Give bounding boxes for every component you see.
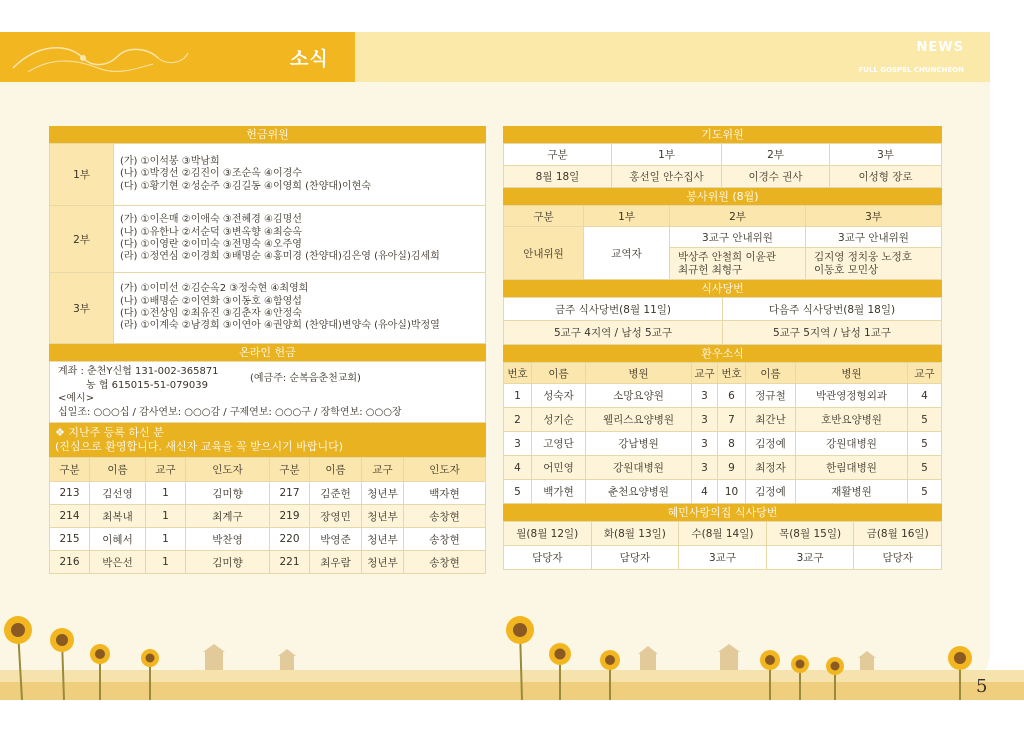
column-header: 2부 [722, 144, 830, 166]
table-cell: 2 [504, 408, 532, 432]
column-header: 구분 [504, 144, 612, 166]
offering-committee-table [49, 143, 486, 344]
table-cell: 이혜서 [90, 528, 146, 551]
newcomers-table [49, 457, 486, 574]
member-lines [114, 206, 486, 273]
column-header: 이름 [90, 458, 146, 482]
column-header: 교구 [362, 458, 404, 482]
table-cell: 백가현 [532, 480, 586, 504]
column-header: 1부 [584, 206, 670, 227]
member-line: (가) ①이은매 ②이애숙 ③전혜경 ④김명선 [120, 214, 302, 226]
page-title: 소식 [290, 48, 329, 70]
table-cell: 성기순 [532, 408, 586, 432]
table-cell: 강남병원 [586, 432, 692, 456]
service-label: 3부 [50, 273, 114, 344]
column-header: 병원 [586, 363, 692, 384]
table-cell: 3교구 [679, 546, 767, 570]
table-cell: 박영준 [310, 528, 362, 551]
member-lines [114, 273, 486, 344]
table-cell: 5 [504, 480, 532, 504]
table-row [50, 144, 486, 206]
column-header: 3부 [806, 206, 942, 227]
column-header: 구분 [270, 458, 310, 482]
meal-duty-table [503, 297, 942, 345]
sunflower-illustration [0, 600, 1024, 700]
column-header: 인도자 [404, 458, 486, 482]
news-label: NEWS [916, 40, 964, 55]
name-line: 박상주 안철희 이윤관 [678, 250, 776, 263]
table-row [504, 546, 942, 570]
table-cell: 웰리스요양병원 [586, 408, 692, 432]
table-header-row [504, 298, 942, 321]
table-cell: 청년부 [362, 551, 404, 574]
newcomers-title-box [49, 423, 486, 457]
table-cell: 담당자 [854, 546, 942, 570]
table-cell: 213 [50, 482, 90, 505]
table-cell: 교역자 [584, 227, 670, 280]
table-row [504, 432, 942, 456]
table-header-row [50, 458, 486, 482]
table-row [504, 408, 942, 432]
name-line: 최규헌 최형구 [678, 263, 743, 276]
meal-duty-title: 식사당번 [503, 280, 942, 297]
table-cell: 청년부 [362, 482, 404, 505]
table-cell: 3교구 [766, 546, 854, 570]
table-cell: 5 [908, 432, 942, 456]
table-cell: 1 [146, 551, 186, 574]
table-cell: 최정자 [746, 456, 796, 480]
column-header: 번호 [718, 363, 746, 384]
service-committee-table [503, 205, 942, 280]
table-cell: 3교구 안내위원 [670, 227, 806, 248]
table-cell: 3 [692, 456, 718, 480]
table-cell: 5 [908, 456, 942, 480]
prayer-committee-table [503, 143, 942, 188]
column-header: 교구 [692, 363, 718, 384]
table-cell: 김선영 [90, 482, 146, 505]
table-cell: 5교구 4지역 / 남성 5교구 [504, 321, 723, 345]
header-band [355, 32, 990, 82]
account-holder: (예금주: 순복음춘천교회) [250, 373, 361, 384]
table-cell: 최간난 [746, 408, 796, 432]
table-row [50, 528, 486, 551]
table-cell: 1 [146, 505, 186, 528]
table-cell: 담당자 [591, 546, 679, 570]
column-header: 월(8월 12일) [504, 522, 592, 546]
account-line: 계좌 : 춘천Y신협 131-002-365871 [58, 366, 219, 377]
table-cell: 김미향 [186, 551, 270, 574]
column-header: 구분 [50, 458, 90, 482]
service-committee-title: 봉사위원 (8월) [503, 188, 942, 205]
table-cell [670, 248, 806, 280]
table-cell: 장영민 [310, 505, 362, 528]
table-cell: 최복내 [90, 505, 146, 528]
table-row [50, 482, 486, 505]
table-row [504, 321, 942, 345]
column-header: 다음주 식사당번(8월 18일) [723, 298, 942, 321]
table-cell: 1 [504, 384, 532, 408]
table-cell: 백자현 [404, 482, 486, 505]
column-header: 병원 [796, 363, 908, 384]
table-cell: 5교구 5지역 / 남성 1교구 [723, 321, 942, 345]
table-cell: 1 [146, 528, 186, 551]
table-cell: 215 [50, 528, 90, 551]
table-cell: 3 [692, 384, 718, 408]
patients-title: 환우소식 [503, 345, 942, 362]
table-cell: 김정예 [746, 432, 796, 456]
table-cell: 김정예 [746, 480, 796, 504]
table-cell: 정규철 [746, 384, 796, 408]
table-cell: 5 [908, 408, 942, 432]
table-row [504, 227, 942, 248]
table-cell: 박은선 [90, 551, 146, 574]
church-name: FULL GOSPEL CHUNCHEON [858, 66, 964, 74]
table-header-row [504, 144, 942, 166]
hyemin-table [503, 521, 942, 570]
column-header: 금주 식사당번(8월 11일) [504, 298, 723, 321]
column-header: 이름 [532, 363, 586, 384]
table-cell: 박찬영 [186, 528, 270, 551]
table-cell: 6 [718, 384, 746, 408]
column-header: 이름 [746, 363, 796, 384]
column-header: 인도자 [186, 458, 270, 482]
table-cell: 담당자 [504, 546, 592, 570]
table-cell: 춘천요양병원 [586, 480, 692, 504]
column-header: 1부 [612, 144, 722, 166]
table-cell: 송창현 [404, 528, 486, 551]
newcomers-title: ❖ 지난주 등록 하신 분 [55, 426, 164, 439]
member-line: (나) ①박경선 ②김진이 ③조순옥 ④이경수 [120, 168, 302, 180]
table-row [50, 505, 486, 528]
table-cell: 4 [908, 384, 942, 408]
table-row [504, 480, 942, 504]
table-cell: 청년부 [362, 505, 404, 528]
table-cell: 강원대병원 [586, 456, 692, 480]
table-cell: 성숙자 [532, 384, 586, 408]
member-line: (다) ①전상임 ②최유진 ③김춘자 ④안정숙 [120, 308, 302, 319]
table-cell: 강원대병원 [796, 432, 908, 456]
table-header-row [504, 363, 942, 384]
column-header: 번호 [504, 363, 532, 384]
table-cell: 1 [146, 482, 186, 505]
table-cell: 최우람 [310, 551, 362, 574]
table-cell: 호반요양병원 [796, 408, 908, 432]
column-header: 교구 [146, 458, 186, 482]
online-offering-title: 온라인 헌금 [49, 344, 486, 361]
table-row [504, 456, 942, 480]
table-cell: 박관영정형외과 [796, 384, 908, 408]
page-number: 5 [976, 676, 988, 697]
table-row [50, 206, 486, 273]
table-cell [806, 248, 942, 280]
table-cell: 송창현 [404, 551, 486, 574]
patients-table [503, 362, 942, 504]
table-cell: 220 [270, 528, 310, 551]
member-line: (가) ①이미선 ②김순옥2 ③정숙현 ④최영희 [120, 283, 309, 295]
member-line: (나) ①배명순 ②이연화 ③이동호 ④함영섭 [120, 295, 302, 307]
newcomers-subtitle: (진심으로 환영합니다. 새신자 교육을 꼭 받으시기 바랍니다) [55, 440, 344, 453]
table-cell: 3교구 안내위원 [806, 227, 942, 248]
table-cell: 9 [718, 456, 746, 480]
usher-label: 안내위원 [504, 227, 584, 280]
service-label: 1부 [50, 144, 114, 206]
table-cell: 홍선일 안수집사 [612, 166, 722, 188]
column-header: 교구 [908, 363, 942, 384]
column-header: 금(8월 16일) [854, 522, 942, 546]
column-header: 화(8월 13일) [591, 522, 679, 546]
table-cell: 3 [504, 432, 532, 456]
table-cell: 최계구 [186, 505, 270, 528]
column-header: 이름 [310, 458, 362, 482]
table-cell: 재활병원 [796, 480, 908, 504]
account-line: 농 협 615015-51-079039 [86, 379, 208, 391]
column-header: 2부 [670, 206, 806, 227]
table-row [50, 551, 486, 574]
table-cell: 5 [908, 480, 942, 504]
table-row [504, 384, 942, 408]
table-cell: 소망요양원 [586, 384, 692, 408]
table-cell: 이경수 권사 [722, 166, 830, 188]
table-cell: 4 [692, 480, 718, 504]
table-cell: 10 [718, 480, 746, 504]
left-column [49, 126, 486, 574]
table-header-row [504, 522, 942, 546]
table-cell: 3 [692, 408, 718, 432]
name-line: 이동호 모민상 [814, 263, 879, 276]
hyemin-title: 혜민사랑의집 식사당번 [503, 504, 942, 521]
service-label: 2부 [50, 206, 114, 273]
member-line: (나) ①유한나 ②서순덕 ③변옥향 ④최승옥 [120, 226, 302, 238]
table-row [50, 273, 486, 344]
table-cell: 청년부 [362, 528, 404, 551]
example-label: <예시> [58, 393, 95, 404]
table-cell: 217 [270, 482, 310, 505]
table-cell: 7 [718, 408, 746, 432]
ornament-swirl-icon [8, 38, 198, 78]
table-cell: 8월 18일 [504, 166, 612, 188]
member-line: (라) ①정연심 ②이경희 ③배명순 ④홍미경 (찬양대)김은영 (유아실)김세희 [120, 251, 440, 263]
table-header-row [504, 206, 942, 227]
column-header: 수(8월 14일) [679, 522, 767, 546]
table-cell: 221 [270, 551, 310, 574]
table-cell: 고영단 [532, 432, 586, 456]
member-line: (가) ①이석봉 ③박남희 [120, 156, 220, 168]
member-line: (라) ①이계숙 ②남경희 ③이연아 ④권양희 (찬양대)변양숙 (유아실)박정열 [120, 320, 440, 332]
member-line: (다) ①이영란 ②이미숙 ③전명숙 ④오주영 [120, 239, 302, 250]
table-cell: 김미향 [186, 482, 270, 505]
member-line: (다) ①황기현 ②성순주 ③김길동 ④이영희 (찬양대)이현숙 [120, 180, 371, 192]
table-cell: 3 [692, 432, 718, 456]
table-cell: 219 [270, 505, 310, 528]
table-cell: 이성형 장로 [830, 166, 942, 188]
offering-committee-title: 헌금위원 [49, 126, 486, 143]
table-cell: 김준헌 [310, 482, 362, 505]
column-header: 목(8월 15일) [766, 522, 854, 546]
table-cell: 216 [50, 551, 90, 574]
right-column [503, 126, 942, 570]
example-text: 십일조: ○○○십 / 감사연보: ○○○감 / 구제연보: ○○○구 / 장학연보: ○○○장 [58, 406, 402, 418]
table-cell: 4 [504, 456, 532, 480]
online-offering-box [49, 361, 486, 423]
table-cell: 어민영 [532, 456, 586, 480]
member-lines [114, 144, 486, 206]
table-cell: 214 [50, 505, 90, 528]
name-line: 김지영 정치웅 노정호 [814, 250, 912, 263]
table-cell: 한림대병원 [796, 456, 908, 480]
column-header: 구분 [504, 206, 584, 227]
table-row [504, 166, 942, 188]
prayer-committee-title: 기도위원 [503, 126, 942, 143]
table-cell: 8 [718, 432, 746, 456]
table-cell: 송창현 [404, 505, 486, 528]
column-header: 3부 [830, 144, 942, 166]
